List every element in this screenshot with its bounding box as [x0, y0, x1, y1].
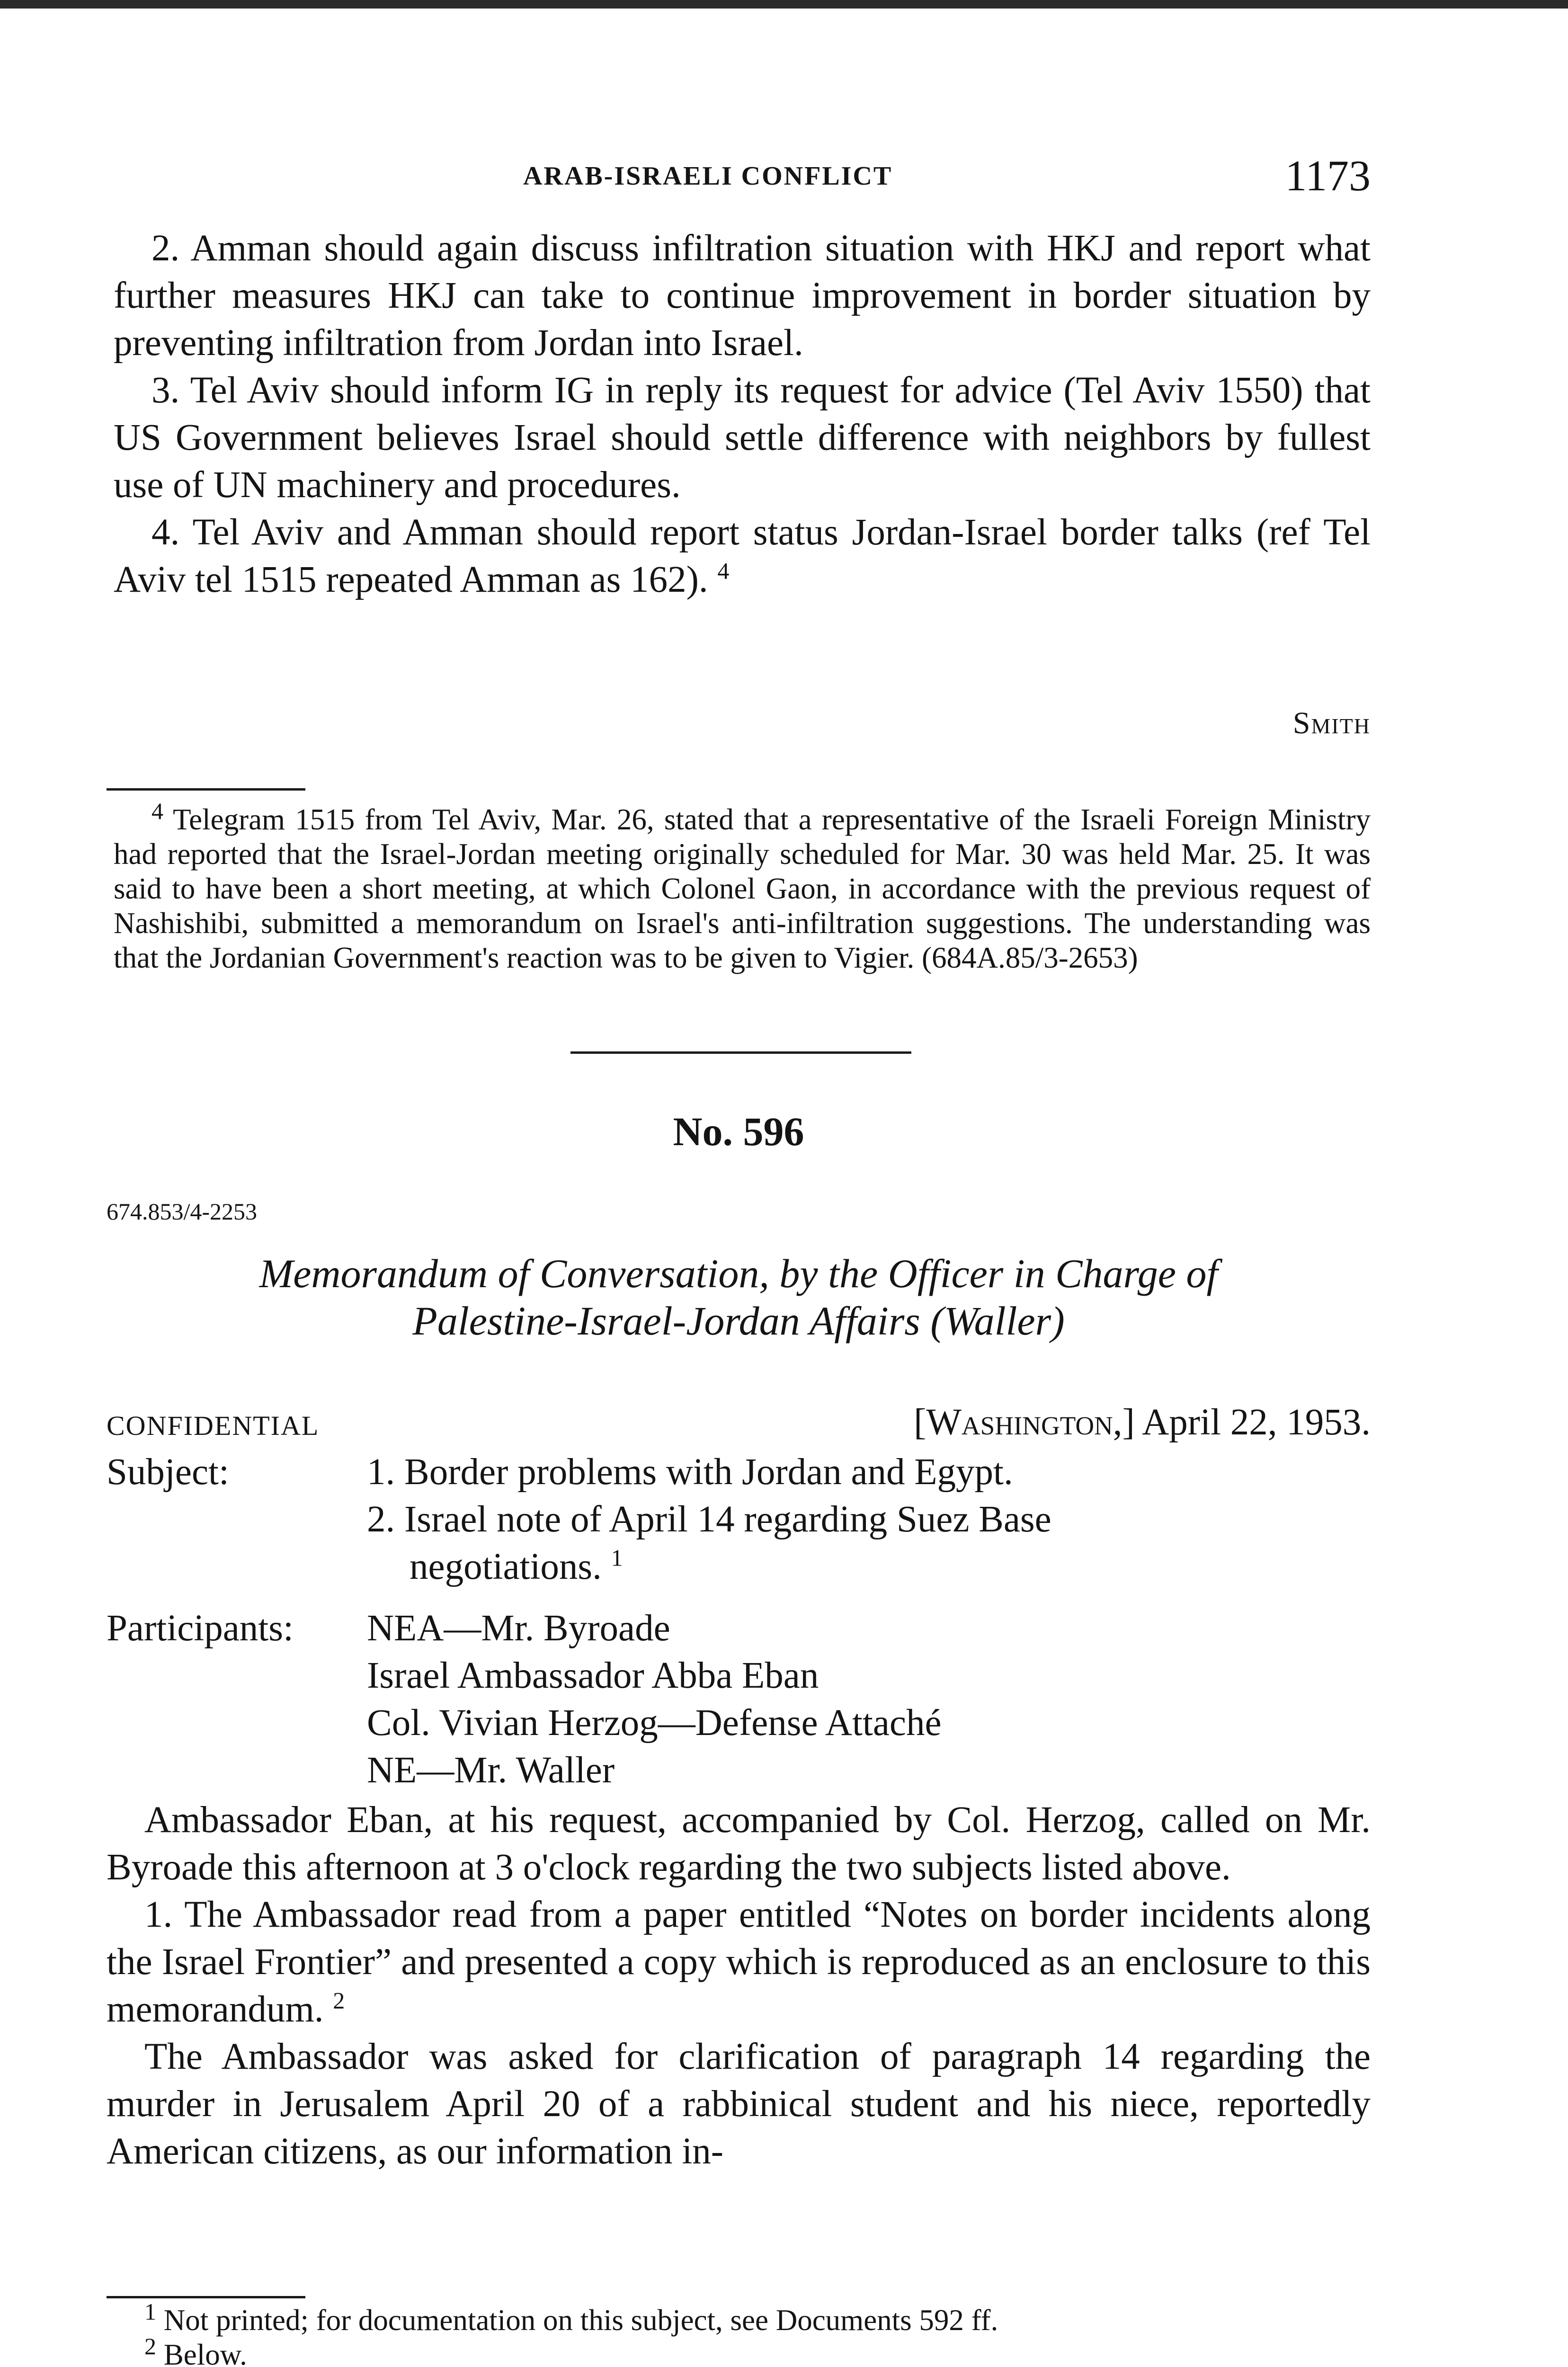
participant: Israel Ambassador Abba Eban: [367, 1655, 819, 1696]
classification: CONFIDENTIAL: [107, 1410, 320, 1441]
dateline: [914, 1401, 1371, 1444]
document-title-line-1: Memorandum of Conversation, by the Officer in Charge of: [259, 1251, 1218, 1296]
place: [Washington,]: [914, 1402, 1135, 1443]
document-title-line-2: Palestine-Israel-Jordan Affairs (Waller): [412, 1298, 1065, 1344]
paragraph-4-text: 4. Tel Aviv and Amman should report status Jordan-Israel border talks (ref Tel Aviv tel 1515 repeated Amman as 162).: [114, 512, 1371, 600]
footnote-text: Telegram 1515 from Tel Aviv, Mar. 26, stated that a representative of the Israeli Foreign Ministry had reported that the Israel-Jordan meeting originally scheduled for Mar. 30 was held Mar. 25. It was said to have been a short meeting, at which Colonel Gaon, in accordance with the previous request of Nashishibi, submitted a memorandum on Israel's anti-infiltration suggestions. The understanding was that the Jordanian Government's reaction was to be given to Vigier. (684A.85/3-2653): [114, 803, 1371, 974]
paragraph-1-text: 1. The Ambassador read from a paper entitled “Notes on border incidents along the Israel Frontier” and presented a copy which is reproduced as an enclosure to this memorandum.: [107, 1894, 1371, 2030]
date: April 22, 1953.: [1142, 1402, 1371, 1443]
participant: NE—Mr. Waller: [367, 1750, 615, 1791]
page-number: 1173: [1285, 151, 1371, 200]
document-number: No. 596: [673, 1109, 804, 1154]
footnote-text: Not printed; for documentation on this subject, see Documents 592 ff.: [163, 2304, 998, 2337]
footnote-1: [107, 2298, 1371, 2338]
file-reference: 674.853/4-2253: [107, 1198, 258, 1225]
document-title: [107, 1250, 1371, 1344]
footnote-ref-1: 1: [611, 1544, 623, 1571]
footnote-ref-4: 4: [717, 557, 730, 584]
classification-line: [107, 1401, 1371, 1449]
paragraph-2: 2. Amman should again discuss infiltration situation with HKJ and report what further measures HKJ can take to continue improvement in border situation by preventing infiltration from Jordan into Israel.: [114, 228, 1371, 364]
footnote-marker: 4: [151, 798, 163, 824]
footnote-2: [107, 2333, 1371, 2367]
footnote-text: Below.: [163, 2338, 247, 2367]
participant: NEA—Mr. Byroade: [367, 1608, 670, 1649]
paragraph-intro: Ambassador Eban, at his request, accompanied by Col. Herzog, called on Mr. Byroade this afternoon at 3 o'clock regarding the two subjects listed above.: [107, 1799, 1371, 1888]
scan-top-border: [0, 0, 1568, 9]
participant: Col. Vivian Herzog—Defense Attaché: [367, 1702, 942, 1744]
subject-item-1: 1. Border problems with Jordan and Egypt.: [367, 1451, 1013, 1493]
footnote-marker: 1: [144, 2298, 156, 2325]
subject-item-2: 2. Israel note of April 14 regarding Suez Base: [367, 1499, 1051, 1540]
continuation-text: [114, 225, 1371, 604]
footnotes-bottom: [107, 2298, 1371, 2367]
paragraph-1: [107, 1891, 1371, 2033]
subject-item-2-cont: [410, 1543, 623, 1591]
subject-item-2-cont-text: negotiations.: [410, 1546, 602, 1587]
paragraph-4: [114, 509, 1371, 604]
footnote-rule-bottom: [107, 2296, 305, 2298]
footnote-marker: 2: [144, 2333, 156, 2359]
footnote-rule: [107, 788, 305, 791]
footnote-4: [114, 798, 1371, 975]
paragraph-3: 3. Tel Aviv should inform IG in reply its request for advice (Tel Aviv 1550) that US Government believes Israel should settle difference with neighbors by fullest use of UN machinery and procedures.: [114, 370, 1371, 506]
participants-label: Participants:: [107, 1608, 294, 1649]
running-head-title: ARAB-ISRAELI CONFLICT: [523, 161, 893, 191]
memo-body: [107, 1797, 1371, 2175]
running-head: [107, 151, 1371, 203]
footnote-ref-2: 2: [333, 1987, 345, 2014]
subject-label: Subject:: [107, 1451, 229, 1493]
section-divider: [570, 1051, 911, 1054]
signature: Smith: [1292, 706, 1371, 740]
paragraph-clarification: The Ambassador was asked for clarification of paragraph 14 regarding the murder in Jerusalem April 20 of a rabbinical student and his niece, reportedly American citizens, as our information in-: [107, 2036, 1371, 2172]
